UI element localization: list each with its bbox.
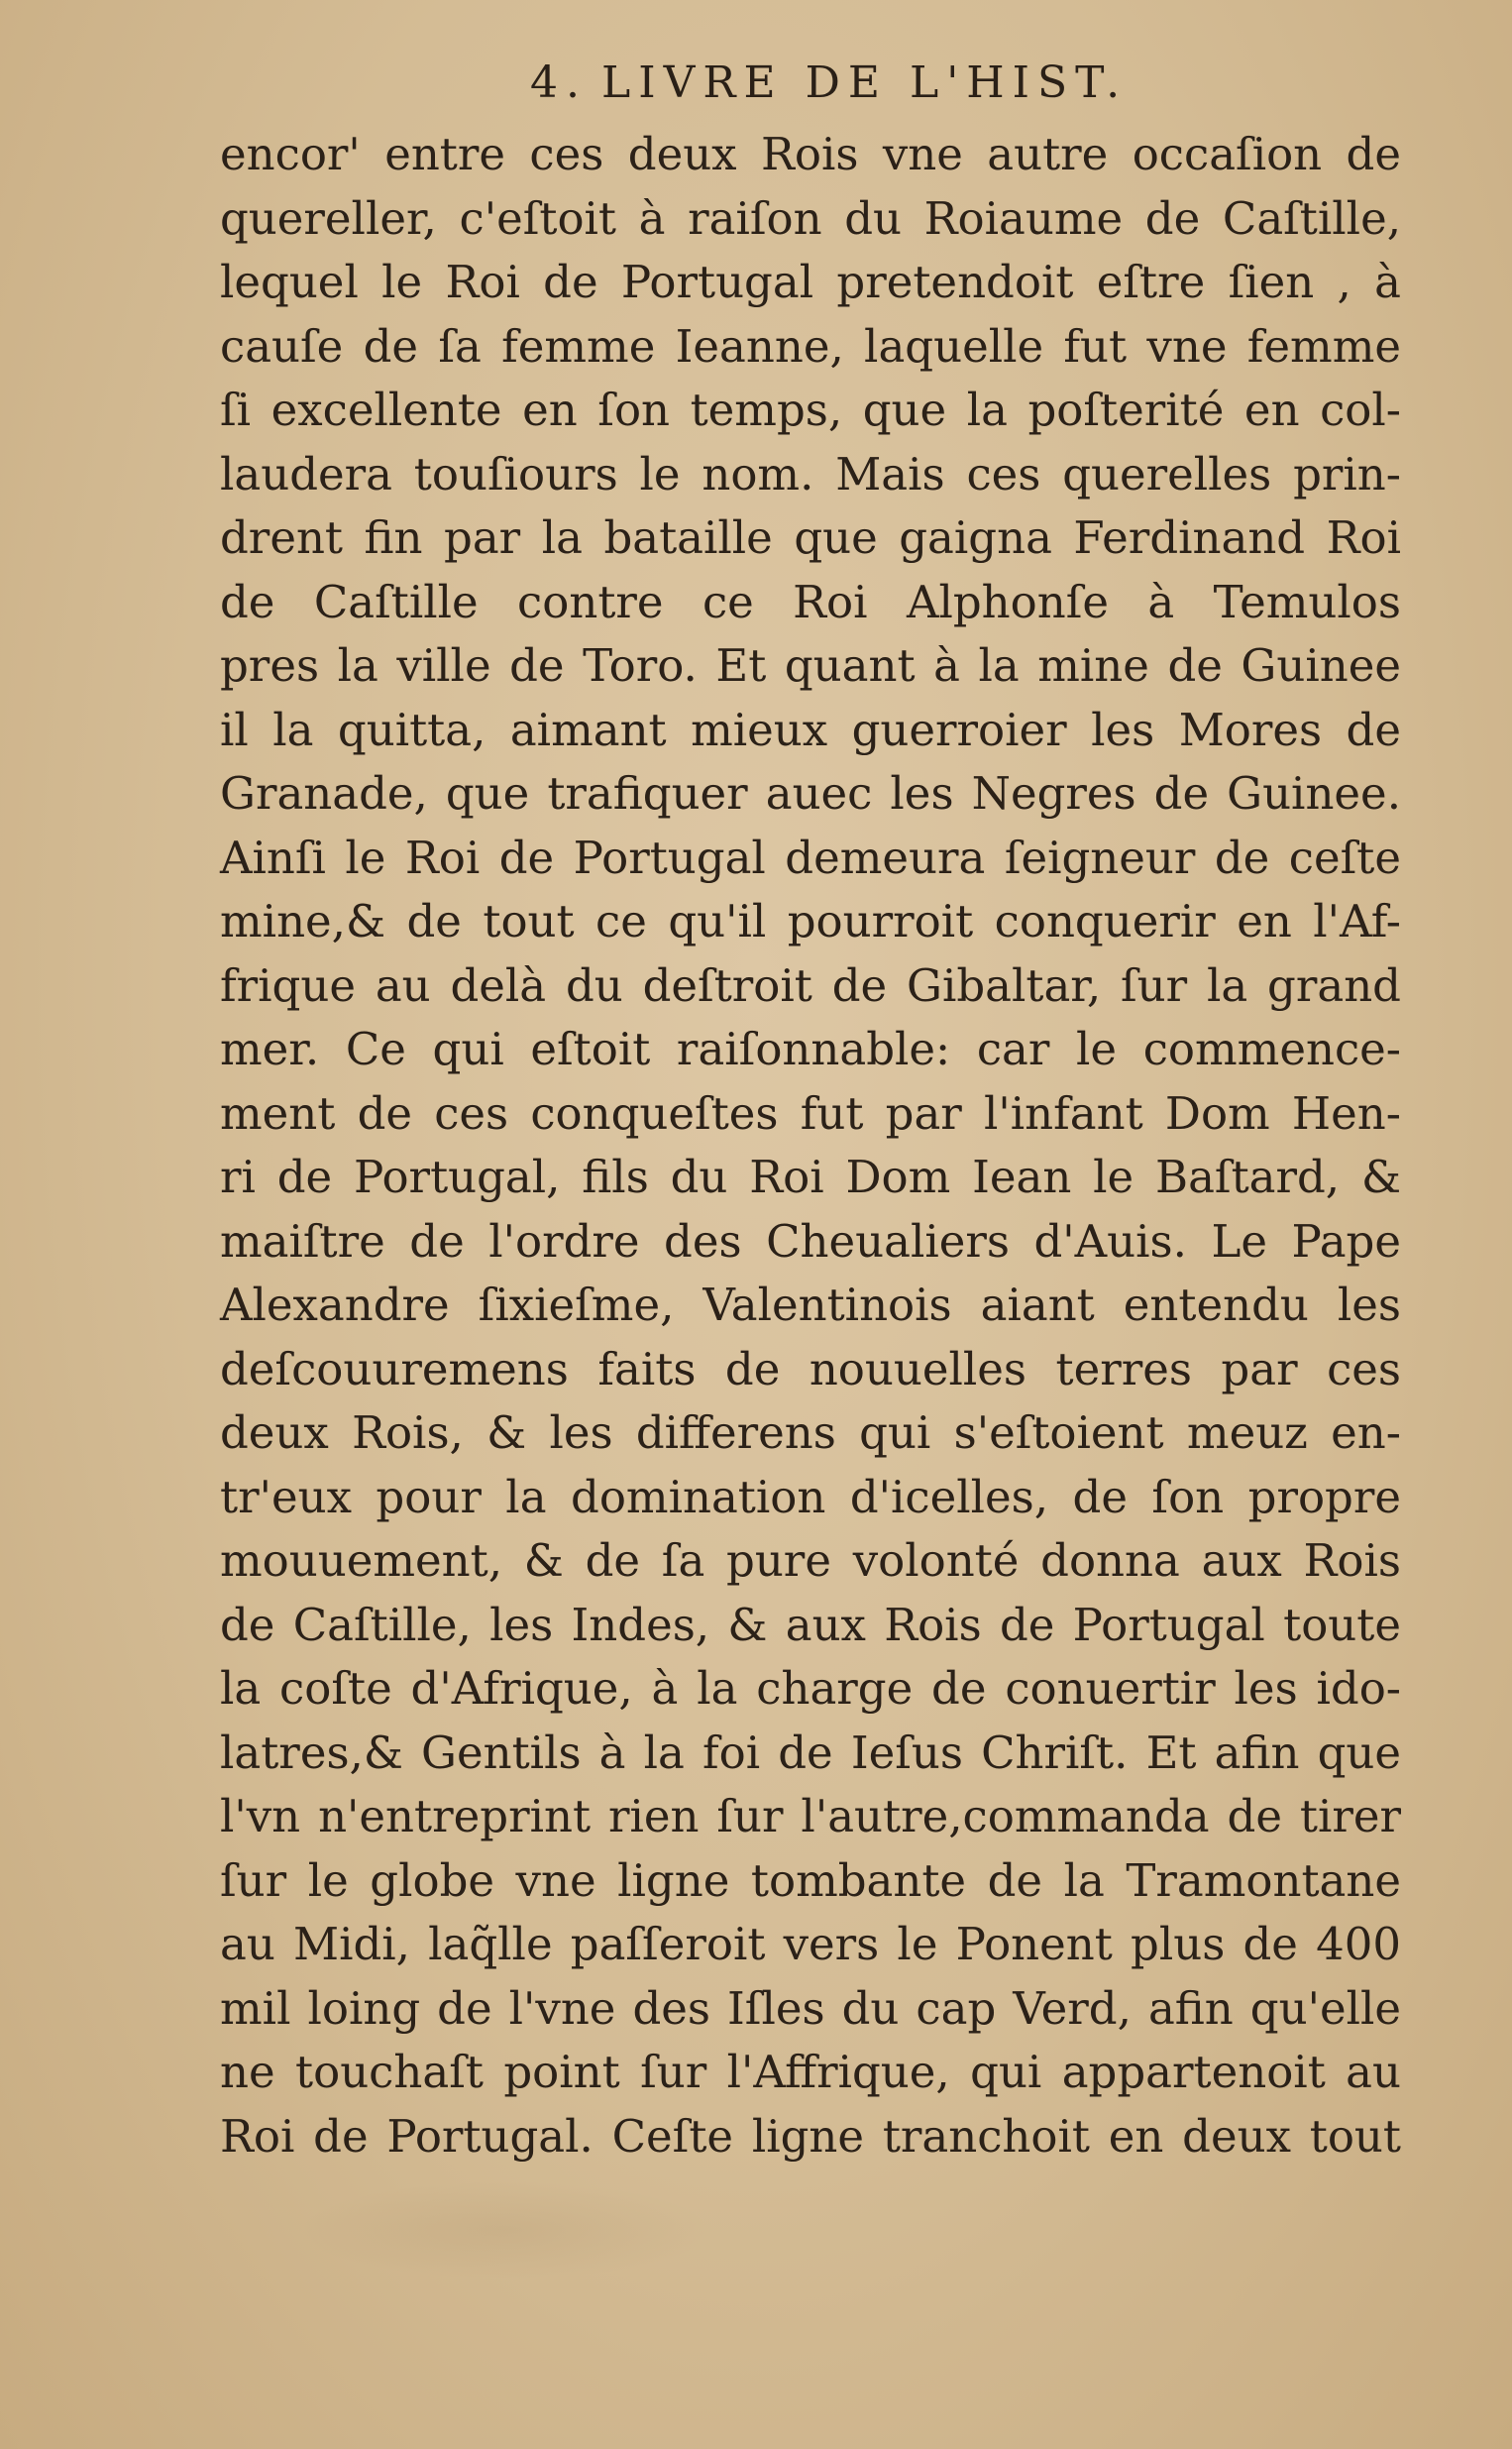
text-line: deſcouuremens faits de nouuelles terres par ces bbox=[220, 1342, 1401, 1395]
text-line: ment de ces conqueſtes fut par l'infant Dom Hen- bbox=[220, 1086, 1401, 1140]
text-line: mer. Ce qui eſtoit raiſonnable: car le commence- bbox=[220, 1023, 1401, 1075]
text-line: cauſe de ſa femme Ieanne, laquelle fut vne femme bbox=[220, 319, 1401, 373]
text-line: tr'eux pour la domination d'icelles, de ſon propre bbox=[220, 1470, 1401, 1523]
page-number: 4. bbox=[530, 57, 588, 108]
text-line: mine,& de tout ce qu'il pourroit conquerir en l'Af- bbox=[220, 895, 1401, 947]
text-line: de Caſtille contre ce Roi Alphonſe à Temulos bbox=[220, 575, 1401, 628]
text-line: latres,& Gentils à la foi de Ieſus Chriſt. Et afin que bbox=[220, 1725, 1401, 1779]
text-line: mil loing de l'vne des Iſles du cap Verd, afin qu'elle bbox=[220, 1981, 1401, 2035]
running-title: LIVRE DE L'HIST. bbox=[600, 57, 1129, 108]
text-line: Alexandre ſixieſme, Valentinois aiant entendu les bbox=[220, 1279, 1401, 1331]
text-line: il la quitta, aimant mieux guerroier les Mores de bbox=[220, 703, 1401, 756]
text-line: la coſte d'Afrique, à la charge de conuertir les ido- bbox=[220, 1662, 1401, 1715]
text-line: Granade, que trafiquer auec les Negres de Guinee. bbox=[220, 767, 1401, 820]
text-line: Roi de Portugal. Ceſte ligne tranchoit en deux tout bbox=[220, 2109, 1401, 2163]
text-line: lequel le Roi de Portugal pretendoit eſtre ſien , à bbox=[220, 256, 1401, 308]
text-line: de Caſtille, les Indes, & aux Rois de Portugal toute bbox=[220, 1598, 1401, 1651]
text-line: ne touchaſt point ſur l'Affrique, qui appartenoit au bbox=[220, 2046, 1401, 2098]
running-header bbox=[530, 57, 1128, 108]
text-line: drent fin par la bataille que gaigna Ferdinand Roi bbox=[220, 511, 1401, 564]
show-through-stain bbox=[297, 2180, 713, 2280]
text-line: maiſtre de l'ordre des Cheualiers d'Auis. Le Pape bbox=[220, 1214, 1401, 1268]
text-line: l'vn n'entreprint rien ſur l'autre,commanda de tirer bbox=[220, 1790, 1401, 1842]
text-line: Ainſi le Roi de Portugal demeura ſeigneur de ceſte bbox=[220, 831, 1401, 884]
text-line: au Midi, laq̃lle paſſeroit vers le Ponent plus de 400 bbox=[220, 1918, 1401, 1970]
text-line: pres la ville de Toro. Et quant à la mine de Guinee bbox=[220, 639, 1401, 692]
text-line: ſi excellente en ſon temps, que la poſterité en col- bbox=[220, 384, 1401, 436]
text-line: ſur le globe vne ligne tombante de la Tramontane bbox=[220, 1853, 1401, 1907]
text-line: laudera touſiours le nom. Mais ces querelles prin- bbox=[220, 447, 1401, 501]
text-line: ri de Portugal, fils du Roi Dom Iean le Baſtard, & bbox=[220, 1151, 1401, 1203]
text-line: frique au delà du deſtroit de Gibaltar, ſur la grand bbox=[220, 958, 1401, 1012]
body-text bbox=[220, 123, 1401, 2169]
text-line: deux Rois, & les differens qui s'eſtoient meuz en- bbox=[220, 1406, 1401, 1459]
text-line: mouuement, & de ſa pure volonté donna aux Rois bbox=[220, 1534, 1401, 1587]
text-line: quereller, c'eſtoit à raiſon du Roiaume de Caſtille, bbox=[220, 191, 1401, 245]
text-line: encor' entre ces deux Rois vne autre occaſion de bbox=[220, 128, 1401, 180]
